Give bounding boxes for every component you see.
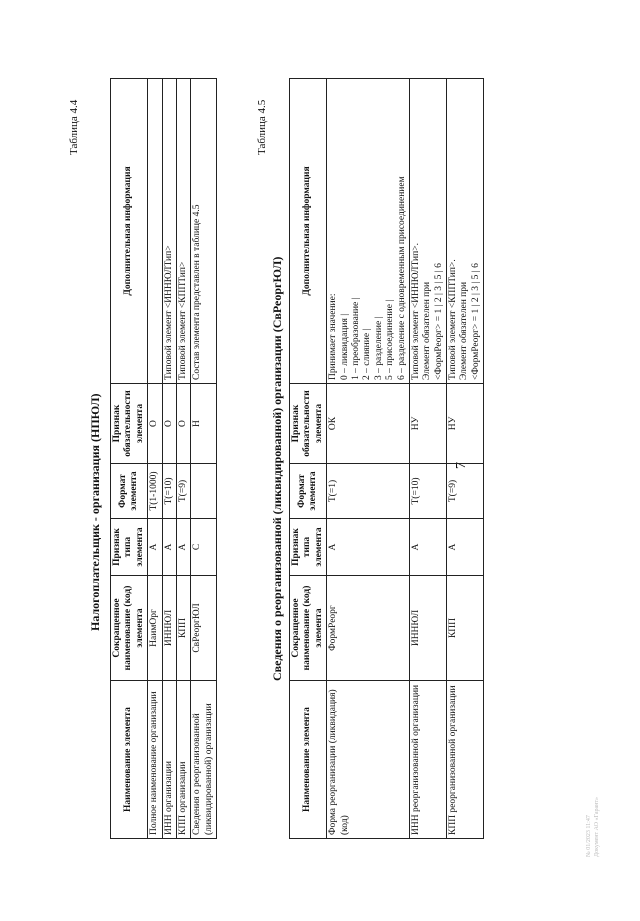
info-line: <ФормРеорг> = 1 | 2 | 3 | 5 | 6 xyxy=(433,263,444,380)
document-stamp xyxy=(586,797,602,857)
header-cell: Формат элемента xyxy=(290,464,327,519)
cell-info: Состав элемента представлен в таблице 4.5 xyxy=(191,79,217,384)
header-cell: Признак обязательности элемента xyxy=(290,384,327,464)
cell-req: Н xyxy=(191,384,217,464)
table-header-row xyxy=(290,79,327,839)
info-line: Элемент обязателен при xyxy=(459,281,470,380)
cell-info: Типовой элемент <КППТип> xyxy=(176,79,190,384)
table-row xyxy=(327,79,410,839)
header-cell: Наименование элемента xyxy=(111,681,148,839)
cell-info xyxy=(409,79,446,384)
cell-format: T(=10) xyxy=(162,464,176,519)
header-cell: Признак типа элемента xyxy=(290,519,327,576)
info-line: 6 – разделение с одновременным присоединением xyxy=(396,176,407,380)
cell-req: О xyxy=(148,384,162,464)
cell-type: А xyxy=(327,519,410,576)
cell-info xyxy=(148,79,162,384)
cell-code: КПП xyxy=(176,576,190,681)
cell-name: КПП организации xyxy=(176,681,190,839)
table-header-row xyxy=(111,79,148,839)
info-line: 1 – преобразование | xyxy=(350,297,361,380)
table-row xyxy=(176,79,190,839)
cell-req: О xyxy=(162,384,176,464)
cell-info xyxy=(447,79,484,384)
stamp-line: № 01/2023 11:47 xyxy=(586,815,592,857)
table-4-4-label: Таблица 4.4 xyxy=(68,99,80,155)
info-line: Элемент обязателен при xyxy=(422,281,433,380)
info-line: 3 – разделение | xyxy=(373,316,384,380)
cell-type: А xyxy=(409,519,446,576)
table-4-5-title: Сведения о реорганизованной (ликвидированной) организации (СвРеоргЮЛ) xyxy=(270,256,284,681)
info-line: <ФормРеорг> = 1 | 2 | 3 | 5 | 6 xyxy=(470,263,481,380)
info-line: Типовой элемент <ИННЮЛТип>. xyxy=(410,243,421,380)
table-4-4-title: Налогоплательщик - организация (НПЮЛ) xyxy=(88,393,102,631)
cell-type: А xyxy=(447,519,484,576)
cell-code: ИННЮЛ xyxy=(162,576,176,681)
cell-name: Сведения о реорганизованной (ликвидированной) организации xyxy=(191,681,217,839)
info-line: Типовой элемент <КППТип>. xyxy=(448,259,459,380)
table-row xyxy=(447,79,484,839)
table-4-5-label: Таблица 4.5 xyxy=(256,99,268,155)
cell-req: НУ xyxy=(409,384,446,464)
cell-name: ИНН организации xyxy=(162,681,176,839)
info-line: 0 – ликвидация | xyxy=(339,313,350,380)
table-row xyxy=(162,79,176,839)
info-line: 2 – слияние | xyxy=(362,328,373,380)
cell-name: ИНН реорганизованной организации xyxy=(409,681,446,839)
table-row xyxy=(409,79,446,839)
table-4-5 xyxy=(289,78,484,839)
cell-type: С xyxy=(191,519,217,576)
header-cell: Формат элемента xyxy=(111,464,148,519)
cell-format: T(=9) xyxy=(447,464,484,519)
cell-type: А xyxy=(148,519,162,576)
header-cell: Сокращенное наименование (код) элемента xyxy=(290,576,327,681)
cell-format: T(=1) xyxy=(327,464,410,519)
cell-format xyxy=(191,464,217,519)
cell-code: КПП xyxy=(447,576,484,681)
header-cell: Признак обязательности элемента xyxy=(111,384,148,464)
table-4-4 xyxy=(110,78,217,839)
cell-format: T(=10) xyxy=(409,464,446,519)
cell-name: КПП реорганизованной организации xyxy=(447,681,484,839)
cell-code: НаимОрг xyxy=(148,576,162,681)
cell-req: ОК xyxy=(327,384,410,464)
cell-type: А xyxy=(162,519,176,576)
cell-req: НУ xyxy=(447,384,484,464)
header-cell: Признак типа элемента xyxy=(111,519,148,576)
stamp-line: Документ АО «Гарант» xyxy=(593,797,600,857)
page-number: 7 xyxy=(454,462,469,469)
info-line: Принимает значение: xyxy=(328,293,339,380)
cell-type: А xyxy=(176,519,190,576)
header-cell: Дополнительная информация xyxy=(111,79,148,384)
header-cell: Наименование элемента xyxy=(290,681,327,839)
cell-req: О xyxy=(176,384,190,464)
info-line: 5 – присоединение | xyxy=(385,299,396,380)
cell-format: T(1-1000) xyxy=(148,464,162,519)
cell-name: Форма реорганизации (ликвидация) (код) xyxy=(327,681,410,839)
cell-info xyxy=(327,79,410,384)
header-cell: Сокращенное наименование (код) элемента xyxy=(111,576,148,681)
cell-code: ФормРеорг xyxy=(327,576,410,681)
cell-code: СвРеоргЮЛ xyxy=(191,576,217,681)
cell-format: T(=9) xyxy=(176,464,190,519)
header-cell: Дополнительная информация xyxy=(290,79,327,384)
cell-name: Полное наименование организации xyxy=(148,681,162,839)
table-row xyxy=(191,79,217,839)
cell-code: ИННЮЛ xyxy=(409,576,446,681)
cell-info: Типовой элемент <ИННЮЛТип> xyxy=(162,79,176,384)
table-row xyxy=(148,79,162,839)
